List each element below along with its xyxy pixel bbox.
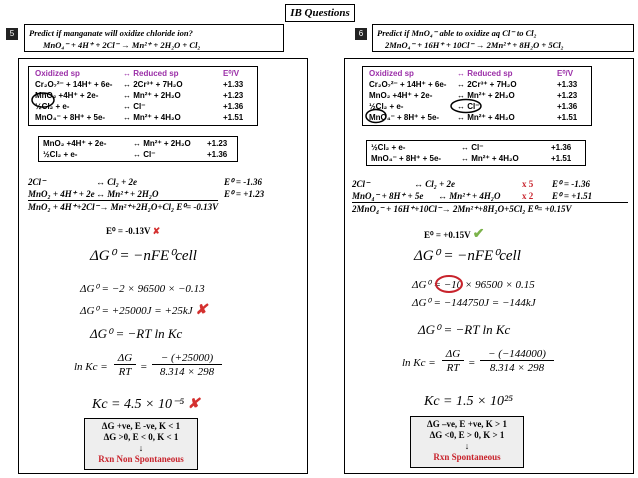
overall-reaction: MnO₂ + 4H⁺+2Cl⁻→ Mn²⁺+2H₂O+Cl₂ E⁰= -0.13V <box>28 202 219 212</box>
table-row: ½Cl₂ + e- ↔ Cl⁻ +1.36 <box>369 102 578 111</box>
left-eq-gibbs: ΔG⁰ = −nFE⁰cell <box>90 248 197 264</box>
table-row: MnO₄⁻ + 8H⁺ + 5e- ↔ Mn²⁺ + 4H₂O +1.51 <box>369 113 578 122</box>
circle-highlight-icon <box>364 108 388 124</box>
table-row: MnO₂ +4H⁺ + 2e- ↔ Mn²⁺ + 2H₂O +1.23 <box>35 91 244 100</box>
question-5-box <box>24 24 284 52</box>
circle-highlight-icon <box>448 98 484 114</box>
right-potentials-table <box>362 66 592 126</box>
cross-icon: ✘ <box>195 303 208 318</box>
left-calculation: 2Cl⁻ ↔ Cl₂ + 2e E⁰ = -1.36 MnO₂ + 4H⁺ + 2e ↔ Mn²⁺ + 2H₂O E⁰ = +1.23 MnO₂ + 4H⁺+2Cl⁻→ Mn²⁺+2H₂O+Cl₂ E⁰= -0.13V <box>28 177 265 212</box>
cross-icon: ✘ <box>152 226 161 236</box>
table-row: Cr₂O₇²⁻ + 14H⁺ + 6e- ↔ 2Cr³⁺ + 7H₂O +1.33 <box>35 80 244 89</box>
left-selected-half-reactions <box>38 136 238 162</box>
table-row: Cr₂O₇²⁻ + 14H⁺ + 6e- ↔ 2Cr³⁺ + 7H₂O +1.33 <box>369 80 578 89</box>
question-6-box <box>372 24 634 52</box>
table-row: ½Cl₂ + e- ↔ Cl⁻ +1.36 <box>43 150 228 159</box>
table-row: ½Cl₂ + e- ↔ Cl⁻ +1.36 <box>35 102 244 111</box>
table-row: MnO₂ +4H⁺ + 2e- ↔ Mn²⁺ + 2H₂O +1.23 <box>43 139 228 148</box>
right-conclusion: ΔG –ve, E +ve, K > 1 ΔG <0, E > 0, K > 1 ↓ Rxn Spontaneous <box>410 416 524 468</box>
left-eq-result: ΔG⁰ = +25000J = +25kJ ✘ <box>80 303 208 318</box>
question-number-6: 6 <box>355 28 367 40</box>
right-e-value: E⁰ = +0.15V ✔ <box>424 227 485 242</box>
question-number-5: 5 <box>6 28 18 40</box>
left-eq-substitution: ΔG⁰ = −2 × 96500 × −0.13 <box>80 283 205 295</box>
cross-icon: ✘ <box>187 397 200 412</box>
right-eq-result: ΔG⁰ = −144750J = −144kJ <box>412 297 536 309</box>
table-row: MnO₄⁻ + 8H⁺ + 5e- ↔ Mn²⁺ + 4H₂O +1.51 <box>371 154 572 163</box>
right-eq-rtlnk: ΔG⁰ = −RT ln Kc <box>418 322 511 337</box>
conclusion-result: Rxn Spontaneous <box>433 452 501 462</box>
right-calculation: 2Cl⁻ ↔ Cl₂ + 2e x 5 E⁰ = -1.36 MnO₄⁻ + 8H⁺ + 5e ↔ Mn²⁺ + 4H₂O x 2 E⁰ = +1.51 2MnO₄⁻ + 16H⁺+10Cl⁻→ 2Mn²⁺+8H₂O+5Cl₂ E⁰= +0.15V <box>352 178 628 215</box>
left-eq-rtlnk: ΔG⁰ = −RT ln Kc <box>90 326 183 341</box>
table-row: MnO₄⁻ + 8H⁺ + 5e- ↔ Mn²⁺ + 4H₂O +1.51 <box>35 113 244 122</box>
overall-reaction: 2MnO₄⁻ + 16H⁺+10Cl⁻→ 2Mn²⁺+8H₂O+5Cl₂ E⁰= +0.15V <box>352 202 628 215</box>
right-eq-gibbs: ΔG⁰ = −nFE⁰cell <box>414 248 521 264</box>
question-5-line1: Predict if manganate will oxidize chloride ion? <box>29 28 193 38</box>
conclusion-result: Rxn Non Spontaneous <box>98 454 184 464</box>
circle-highlight-icon <box>434 274 464 294</box>
table-row: ½Cl₂ + e- ↔ Cl⁻ +1.36 <box>371 143 572 152</box>
circle-highlight-icon <box>30 88 56 122</box>
right-eq-kc: Kc = 1.5 × 10²⁵ <box>424 394 514 409</box>
check-icon: ✔ <box>472 227 485 242</box>
left-potentials-table <box>28 66 258 126</box>
question-6-line1: Predict if MnO₄⁻ able to oxidize aq Cl⁻ to Cl₂ <box>377 28 537 38</box>
question-6-line2: 2MnO₄⁻ + 16H⁺ + 10Cl⁻ → 2Mn²⁺ + 8H₂O + 5Cl₂ <box>385 40 564 50</box>
right-eq-substitution: ΔG⁰ = −10 × 96500 × 0.15 <box>412 279 535 291</box>
left-e-value: E⁰ = -0.13V ✘ <box>106 226 161 236</box>
table-header: Oxidized sp ↔ Reduced sp E⁰/V <box>35 69 240 78</box>
table-row: MnO₂ +4H⁺ + 2e- ↔ Mn²⁺ + 2H₂O +1.23 <box>369 91 578 100</box>
question-5-line2: MnO₄⁻ + 4H⁺ + 2Cl⁻ → Mn²⁺ + 2H₂O + Cl₂ <box>43 40 201 50</box>
right-selected-half-reactions <box>366 140 586 166</box>
left-eq-kc: Kc = 4.5 × 10⁻⁵ ✘ <box>92 397 200 412</box>
left-conclusion: ΔG +ve, E -ve, K < 1 ΔG >0, E < 0, K < 1 ↓ Rxn Non Spontaneous <box>84 418 198 470</box>
table-header: Oxidized sp ↔ Reduced sp E⁰/V <box>369 69 574 78</box>
page-title: IB Questions <box>285 4 355 22</box>
